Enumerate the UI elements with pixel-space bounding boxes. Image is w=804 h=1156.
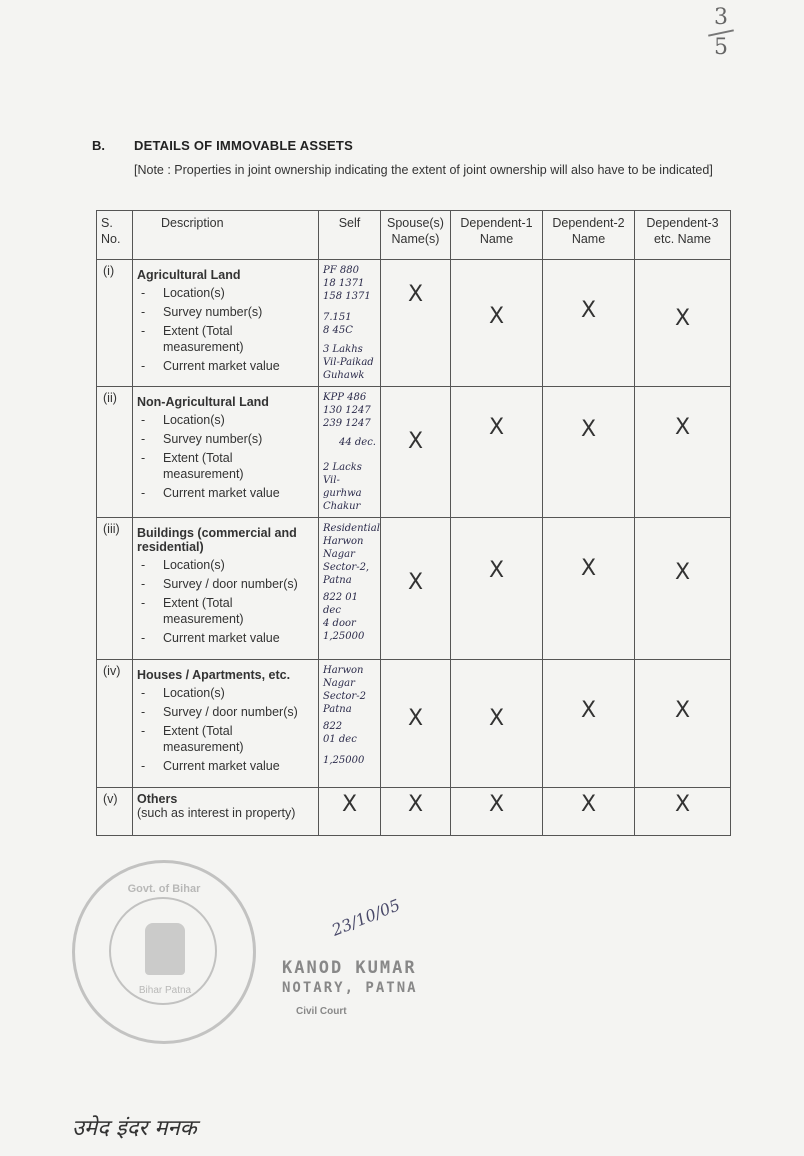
sub-label: Survey number(s) bbox=[163, 305, 263, 319]
sub-label: Extent (Total measurement) bbox=[163, 596, 244, 626]
header-self: Self bbox=[319, 211, 381, 260]
stamp-text: Govt. of Bihar bbox=[127, 883, 201, 895]
row-sno: (iv) bbox=[97, 660, 133, 788]
sub-label: Location(s) bbox=[163, 558, 225, 572]
emblem-icon bbox=[145, 923, 185, 975]
dependent-1-cell bbox=[451, 660, 543, 788]
dependent-3-cell bbox=[635, 260, 731, 387]
sub-label: (such as interest in property) bbox=[137, 806, 296, 820]
official-seal-stamp bbox=[72, 860, 256, 1044]
header-dependent-1: Dependent-1 Name bbox=[451, 211, 543, 260]
self-handwritten: Residential Harwon Nagar Sector-2, Patna 822 01 dec 4 door 1,25000 bbox=[319, 518, 381, 660]
immovable-assets-table bbox=[96, 210, 731, 836]
row-sno: (v) bbox=[97, 788, 133, 836]
page-mark-top: 3 bbox=[714, 5, 728, 30]
dependent-3-cell bbox=[635, 387, 731, 518]
cross-mark: X bbox=[488, 792, 505, 817]
category-label: Agricultural Land bbox=[137, 268, 241, 282]
row-sno: (i) bbox=[97, 260, 133, 387]
spouse-cell bbox=[381, 518, 451, 660]
cross-mark: X bbox=[580, 698, 597, 723]
page-number-mark bbox=[708, 5, 734, 60]
cross-mark: X bbox=[674, 792, 691, 817]
page-mark-bottom: 5 bbox=[714, 35, 728, 60]
spouse-cell bbox=[381, 387, 451, 518]
header-description: Description bbox=[133, 211, 319, 260]
cross-mark: X bbox=[407, 792, 424, 817]
cross-mark: X bbox=[674, 698, 691, 723]
sub-label: Location(s) bbox=[163, 686, 225, 700]
section-letter: B. bbox=[92, 138, 105, 153]
candidate-signature: उमेद इंदर मनक bbox=[72, 1116, 197, 1141]
dependent-3-cell bbox=[635, 788, 731, 836]
spouse-cell bbox=[381, 788, 451, 836]
table-row-non-agricultural bbox=[97, 387, 731, 518]
table-header-row bbox=[97, 211, 731, 260]
dependent-2-cell bbox=[543, 788, 635, 836]
cross-mark: X bbox=[341, 792, 358, 817]
self-handwritten: KPP 486 130 1247 239 1247 44 dec. 2 Lacks Vil-gurhwa Chakur bbox=[319, 387, 381, 518]
cross-mark: X bbox=[674, 306, 691, 331]
sub-label: Survey number(s) bbox=[163, 432, 263, 446]
cross-mark: X bbox=[488, 558, 505, 583]
cross-mark: X bbox=[674, 560, 691, 585]
section-title: DETAILS OF IMMOVABLE ASSETS bbox=[134, 138, 353, 153]
row-description: Agricultural Land - Location(s) - Survey number(s) - Extent (Total measurement) - Current market value bbox=[133, 260, 319, 387]
cross-mark: X bbox=[488, 415, 505, 440]
table-row-houses bbox=[97, 660, 731, 788]
category-label: Non-Agricultural Land bbox=[137, 395, 269, 409]
sub-label: Survey / door number(s) bbox=[163, 577, 298, 591]
dependent-1-cell bbox=[451, 260, 543, 387]
notary-stamp bbox=[282, 958, 418, 1017]
notary-designation: NOTARY, PATNA bbox=[282, 980, 418, 996]
stamp-bottom-text: Bihar Patna bbox=[138, 985, 192, 996]
self-cell bbox=[319, 788, 381, 836]
row-description bbox=[133, 788, 319, 836]
cross-mark: X bbox=[407, 706, 424, 731]
notary-signature: 23/10/05 bbox=[329, 895, 403, 940]
table-row-buildings bbox=[97, 518, 731, 660]
table-row-others bbox=[97, 788, 731, 836]
cross-mark: X bbox=[407, 429, 424, 454]
notary-place: Civil Court bbox=[296, 1006, 347, 1017]
self-handwritten: Harwon Nagar Sector-2 Patna 822 01 dec 1,25000 bbox=[319, 660, 381, 788]
cross-mark: X bbox=[407, 570, 424, 595]
row-description: Houses / Apartments, etc. - Location(s) - Survey / door number(s) - Extent (Total measurement) - Current market value bbox=[133, 660, 319, 788]
dependent-2-cell bbox=[543, 518, 635, 660]
category-label: Houses / Apartments, etc. bbox=[137, 668, 291, 682]
dependent-1-cell bbox=[451, 518, 543, 660]
cross-mark: X bbox=[488, 304, 505, 329]
cross-mark: X bbox=[580, 792, 597, 817]
row-sno: (iii) bbox=[97, 518, 133, 660]
header-sno: S. No. bbox=[97, 211, 133, 260]
section-note: [Note : Properties in joint ownership indicating the extent of joint ownership will also have to be indicated] bbox=[134, 163, 713, 177]
row-description: Buildings (commercial and residential) - Location(s) - Survey / door number(s) - Extent (Total measurement) - Current market value bbox=[133, 518, 319, 660]
cross-mark: X bbox=[580, 556, 597, 581]
dependent-1-cell bbox=[451, 387, 543, 518]
dependent-3-cell bbox=[635, 660, 731, 788]
spouse-cell bbox=[381, 260, 451, 387]
row-description: Non-Agricultural Land - Location(s) - Survey number(s) - Extent (Total measurement) - Current market value bbox=[133, 387, 319, 518]
header-dependent-2: Dependent-2 Name bbox=[543, 211, 635, 260]
sub-label: Extent (Total measurement) bbox=[163, 324, 244, 354]
dependent-2-cell bbox=[543, 660, 635, 788]
cross-mark: X bbox=[407, 282, 424, 307]
sub-label: Extent (Total measurement) bbox=[163, 451, 244, 481]
header-dependent-3: Dependent-3 etc. Name bbox=[635, 211, 731, 260]
cross-mark: X bbox=[580, 417, 597, 442]
row-sno: (ii) bbox=[97, 387, 133, 518]
cross-mark: X bbox=[674, 415, 691, 440]
notary-name: KANOD KUMAR bbox=[282, 958, 417, 978]
self-handwritten: PF 880 18 1371 158 1371 7.151 8 45C 3 Lakhs Vil-Paikad Guhawk bbox=[319, 260, 381, 387]
sub-label: Current market value bbox=[163, 759, 280, 773]
header-spouse: Spouse(s) Name(s) bbox=[381, 211, 451, 260]
table-row-agricultural bbox=[97, 260, 731, 387]
sub-label: Survey / door number(s) bbox=[163, 705, 298, 719]
category-label: Others bbox=[137, 792, 178, 806]
cross-mark: X bbox=[488, 706, 505, 731]
sub-label: Location(s) bbox=[163, 413, 225, 427]
cross-mark: X bbox=[580, 298, 597, 323]
spouse-cell bbox=[381, 660, 451, 788]
dependent-2-cell bbox=[543, 387, 635, 518]
sub-label: Extent (Total measurement) bbox=[163, 724, 244, 754]
dependent-3-cell bbox=[635, 518, 731, 660]
sub-label: Current market value bbox=[163, 486, 280, 500]
sub-label: Current market value bbox=[163, 631, 280, 645]
dependent-1-cell bbox=[451, 788, 543, 836]
category-label: Buildings (commercial and residential) bbox=[137, 526, 297, 554]
dependent-2-cell bbox=[543, 260, 635, 387]
sub-label: Current market value bbox=[163, 359, 280, 373]
sub-label: Location(s) bbox=[163, 286, 225, 300]
